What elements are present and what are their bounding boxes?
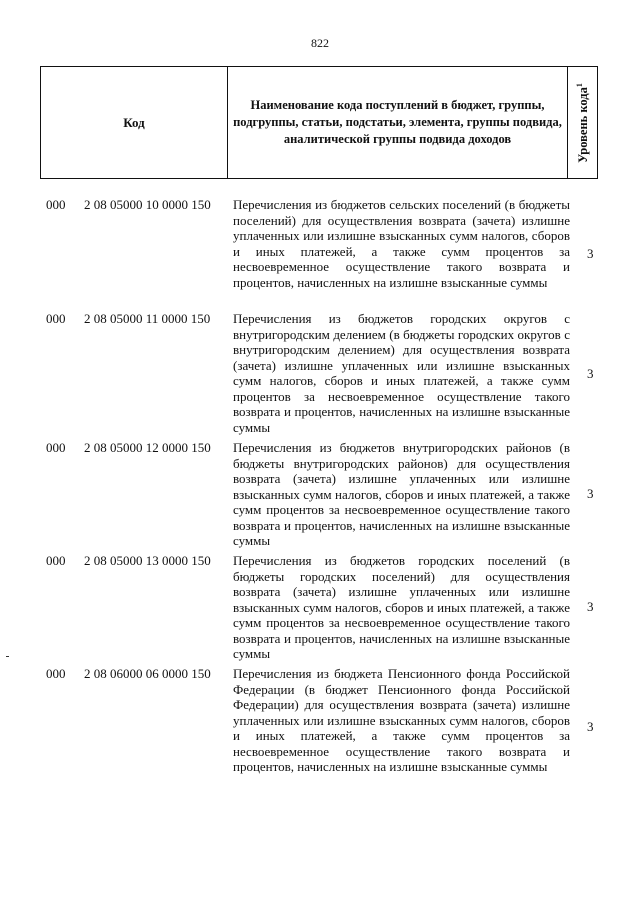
row-code: 2 08 05000 10 0000 150 <box>84 197 211 212</box>
row-name: Перечисления из бюджетов сельских поселений (в бюджеты поселений) для осуществления возврата (зачета) излишне уплаченных или излишне взысканных сумм налогов, сборов и иных платежей, а также сумм процентов за несвоевременное осуществление такого возврата и процентов, начисленных на излишне взысканные суммы <box>233 197 570 290</box>
header-level-label: Уровень кода <box>575 86 590 163</box>
row-code: 2 08 05000 13 0000 150 <box>84 553 211 568</box>
row-prefix: 000 <box>46 311 66 326</box>
row-level: 3 <box>587 486 594 501</box>
row-level: 3 <box>587 719 594 734</box>
row-code: 2 08 06000 06 0000 150 <box>84 666 211 681</box>
row-name: Перечисления из бюджетов внутригородских районов (в бюджеты внутригородских районов) для осуществления возврата (зачета) излишне уплаченных или излишне взысканных сумм налогов, сборов и иных платежей, а также сумм процентов за несвоевременное осуществление такого возврата и процентов, начисленных на излишне взысканные суммы <box>233 440 570 548</box>
header-level-footnote: 1 <box>574 82 584 87</box>
header-level-text <box>574 83 590 163</box>
row-level: 3 <box>587 599 594 614</box>
table-header <box>40 66 598 179</box>
row-code: 2 08 05000 11 0000 150 <box>84 311 211 326</box>
row-prefix: 000 <box>46 666 66 681</box>
row-prefix: 000 <box>46 553 66 568</box>
page-number: 822 <box>311 36 329 50</box>
row-name: Перечисления из бюджетов городских округов с внутригородским делением (в бюджеты городских округов с внутригородским делением) для осуществления возврата (зачета) излишне уплаченных или излишне взысканных сумм налогов, сборов и иных платежей, а также сумм процентов за несвоевременное осуществление такого возврата и процентов, начисленных на излишне взысканные суммы <box>233 311 570 435</box>
scan-mark <box>6 656 9 657</box>
row-prefix: 000 <box>46 197 66 212</box>
row-code: 2 08 05000 12 0000 150 <box>84 440 211 455</box>
header-level <box>568 67 597 178</box>
row-name: Перечисления из бюджетов городских поселений (в бюджеты городских поселений) для осуществления возврата (зачета) излишне уплаченных или излишне взысканных сумм налогов, сборов и иных платежей, а также сумм процентов за несвоевременное осуществление такого возврата и процентов, начисленных на излишне взысканные суммы <box>233 553 570 661</box>
row-level: 3 <box>587 246 594 261</box>
row-name: Перечисления из бюджета Пенсионного фонда Российской Федерации (в бюджет Пенсионного фонда Российской Федерации) для осуществления возврата (зачета) излишне уплаченных или излишне взысканных сумм налогов, сборов и иных платежей, а также сумм процентов за несвоевременное осуществление такого возврата и процентов, начисленных на излишне взысканные суммы <box>233 666 570 774</box>
header-code: Код <box>41 67 228 178</box>
row-prefix: 000 <box>46 440 66 455</box>
row-level: 3 <box>587 366 594 381</box>
header-name: Наименование кода поступлений в бюджет, группы, подгруппы, статьи, подстатьи, элемента, группы подвида, аналитической группы подвида доходов <box>228 67 568 178</box>
